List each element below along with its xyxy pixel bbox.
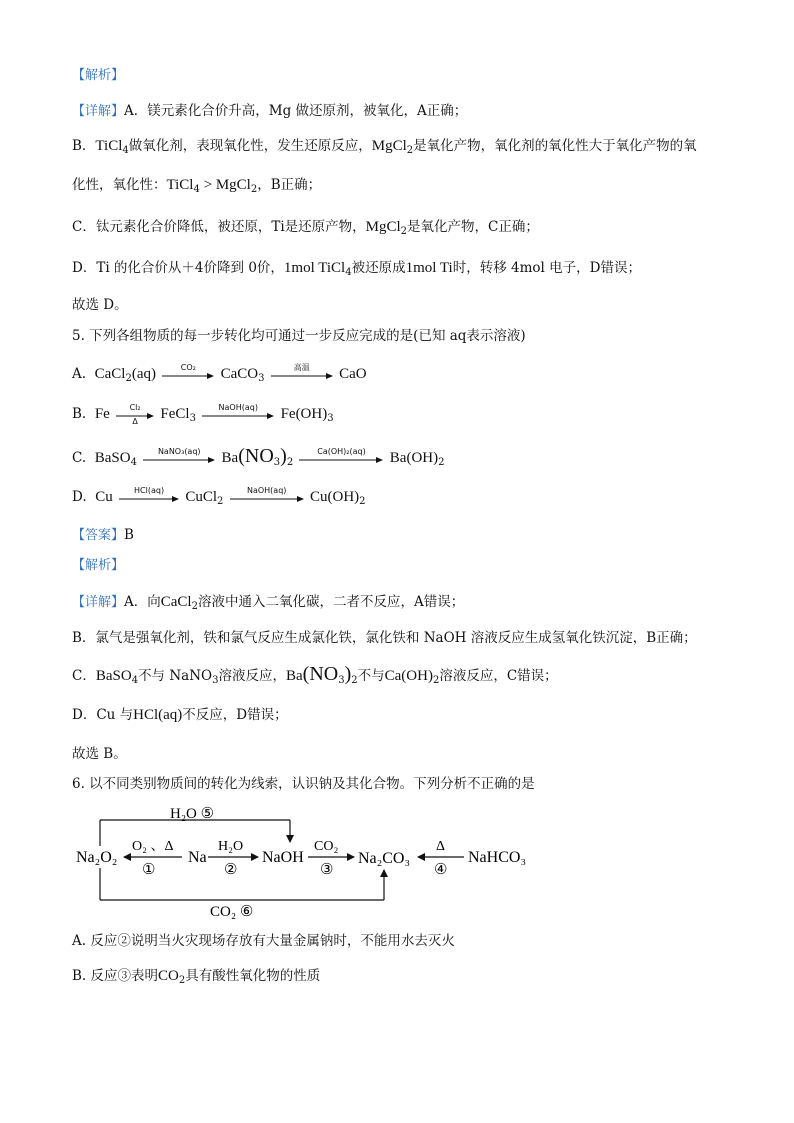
detail-line-b	[72, 136, 697, 156]
formula: Ca	[384, 668, 402, 684]
species-na2co3: Na₂CO₃	[358, 850, 411, 867]
arrow-label: NaOH(aq)	[218, 402, 258, 412]
text: 时，转移 4mol 电子，D错误；	[452, 260, 641, 276]
subscript: 2	[400, 226, 408, 237]
subscript: 2	[406, 145, 414, 156]
arrow-label: Cl₂	[129, 402, 141, 412]
text: 溶液中通入二氧化碳，二者不反应，A错误；	[197, 594, 465, 610]
detail2-line-d	[72, 705, 288, 725]
formula: CO	[158, 968, 179, 984]
text: 不与	[357, 668, 385, 684]
formula: FeCl	[160, 406, 190, 422]
formula: Fe	[94, 406, 110, 422]
reaction-3-num: ③	[320, 862, 334, 878]
formula: Cu	[95, 489, 113, 505]
reaction-2-num: ②	[224, 862, 238, 878]
subscript: 2	[250, 184, 258, 195]
text: 是氧化产物，C正确；	[407, 219, 539, 235]
subscript: 2	[359, 496, 366, 507]
subscript: 3	[338, 675, 345, 686]
text: 溶液反应，	[218, 668, 286, 684]
text: ，B正确；	[257, 177, 322, 193]
text: D．Cu 与	[72, 707, 134, 723]
text: 不与 NaNO	[138, 668, 213, 684]
subscript: 3	[273, 457, 281, 468]
reaction-arrow	[230, 485, 304, 508]
formula: Ba	[285, 668, 303, 684]
detail-line-d	[72, 258, 641, 278]
formula: TiCl	[166, 177, 194, 193]
text: 具有酸性氧化物的性质	[185, 968, 321, 984]
option-label: D.	[72, 489, 87, 505]
answer-line	[72, 525, 134, 546]
text: 做氧化剂，表现氧化性，发生还原反应，	[128, 138, 372, 154]
text: 不反应，D错误；	[182, 707, 288, 723]
text: 被还原成	[351, 260, 406, 276]
reaction-arrow	[271, 362, 333, 385]
question-6-option-b	[72, 966, 320, 986]
option-a	[72, 364, 367, 385]
formula: (NO	[238, 445, 274, 467]
subscript: 2	[351, 675, 358, 686]
answer-tag: 【答案】	[72, 528, 125, 543]
formula: CaCl	[94, 366, 126, 382]
reaction-1-cond: O₂ 、Δ	[132, 839, 174, 854]
arrow-label: NaNO₃(aq)	[157, 446, 201, 456]
arrow-label: NaOH(aq)	[246, 485, 287, 495]
text: D．Ti 的化合价从＋4价降到 0价，	[72, 260, 284, 276]
formula: MgCl	[371, 138, 407, 154]
detail-tag: 【详解】	[72, 104, 125, 119]
text: 是氧化产物，氧化剂的氧化性大于氧化产物的氧	[413, 138, 697, 154]
reaction-arrow	[143, 446, 215, 469]
option-d	[72, 487, 366, 508]
reaction-arrow	[116, 402, 154, 426]
reaction-arrow	[119, 485, 179, 508]
formula: CuCl	[185, 489, 218, 505]
formula: > MgCl	[199, 177, 251, 193]
formula: (aq)	[131, 366, 157, 382]
detail-line-a	[72, 101, 467, 122]
subscript: 2	[217, 496, 224, 507]
reaction-arrow	[162, 362, 214, 385]
analysis-heading: 【解析】	[72, 68, 125, 83]
subscript: 4	[345, 267, 352, 278]
reaction-6-label: CO₂ ⑥	[210, 904, 254, 920]
subscript: 3	[212, 675, 219, 686]
formula: CaCl	[160, 594, 192, 610]
conclusion-b: 故选 B。	[72, 746, 127, 762]
reaction-5-label: H₂O ⑤	[170, 806, 215, 822]
formula: (NO	[302, 663, 339, 685]
formula: Ba(OH)	[389, 450, 439, 466]
question-5: 5. 下列各组物质的每一步转化均可通过一步反应完成的是(已知 aq表示溶液)	[72, 328, 526, 344]
detail2-line-a	[72, 592, 464, 613]
text: C．钛元素化合价降低，被还原，Ti是还原产物，	[72, 219, 366, 235]
formula: BaSO	[95, 668, 132, 684]
arrow-label: HCl(aq)	[134, 485, 165, 495]
text: A．向	[124, 594, 161, 610]
species-na: Na	[188, 849, 207, 866]
answer-value: B	[124, 527, 134, 543]
analysis-heading-2: 【解析】	[72, 558, 125, 573]
text: C．	[72, 668, 96, 684]
sodium-conversion-diagram	[72, 802, 552, 922]
arrow-label: Ca(OH)₂(aq)	[317, 446, 366, 456]
species-na2o2: Na₂O₂	[76, 849, 118, 866]
reaction-arrow	[202, 402, 274, 425]
text: B. 反应③表明	[72, 968, 159, 984]
formula: )	[344, 663, 352, 685]
conclusion-d: 故选 D。	[72, 297, 128, 313]
question-6-option-a: A. 反应②说明当火灾现场存放有大量金属钠时，不能用水去灭火	[72, 933, 455, 949]
option-c	[72, 446, 444, 469]
option-label: B.	[72, 406, 87, 422]
species-naoh: NaOH	[262, 849, 304, 866]
detail-line-c	[72, 217, 539, 237]
subscript: 4	[193, 184, 200, 195]
question-6: 6. 以不同类别物质间的转化为线索，认识钠及其化合物。下列分析不正确的是	[72, 776, 535, 792]
formula: CaCO	[220, 366, 259, 382]
reaction-2-cond: H₂O	[218, 839, 244, 854]
text: 化性，氧化性：	[72, 177, 167, 193]
formula: MgCl	[365, 219, 401, 235]
option-label: A.	[72, 366, 87, 382]
subscript: 4	[130, 457, 137, 468]
formula: 1mol TiCl	[283, 260, 346, 276]
subscript: 2	[432, 675, 440, 686]
detail2-line-b: B．氯气是强氧化剂，铁和氯气反应生成氯化铁，氯化铁和 NaOH 溶液反应生成氢氧化铁沉淀，B正确；	[72, 630, 697, 646]
arrow-label: 高温	[293, 362, 310, 372]
formula: BaSO	[94, 450, 131, 466]
subscript: 4	[131, 675, 139, 686]
subscript: 2	[191, 601, 198, 612]
subscript: 2	[125, 373, 132, 384]
reaction-3-cond: CO₂	[314, 839, 339, 854]
subscript: 2	[438, 457, 445, 468]
subscript: 3	[189, 413, 196, 424]
formula: CaO	[339, 366, 367, 382]
reaction-4-cond: Δ	[436, 839, 446, 854]
subscript: 2	[286, 457, 294, 468]
arrow-condition: Δ	[132, 416, 138, 426]
formula: HCl(aq)	[133, 707, 183, 723]
formula: Fe(OH)	[280, 406, 328, 422]
option-b	[72, 404, 334, 425]
text: A．镁元素化合价升高，Mg 做还原剂，被氧化，A正确；	[124, 103, 468, 119]
text: B．	[72, 138, 96, 154]
detail2-line-c	[72, 664, 558, 686]
reaction-arrow	[299, 446, 383, 469]
subscript: 4	[122, 145, 129, 156]
text: 溶液反应，C错误；	[439, 668, 558, 684]
detail-tag: 【详解】	[72, 595, 125, 610]
formula: (OH)	[401, 668, 433, 684]
species-nahco3: NaHCO₃	[468, 849, 527, 866]
reaction-4-num: ④	[434, 862, 448, 878]
formula: 1mol Ti	[405, 260, 453, 276]
reaction-1-num: ①	[142, 862, 156, 878]
subscript: 3	[258, 373, 265, 384]
subscript: 2	[178, 975, 186, 986]
detail-line-b2	[72, 175, 321, 195]
formula: Cu(OH)	[310, 489, 360, 505]
arrow-label: CO₂	[180, 362, 196, 372]
option-label: C.	[72, 450, 87, 466]
formula: )	[280, 445, 287, 467]
subscript: 3	[327, 413, 334, 424]
formula: TiCl	[95, 138, 123, 154]
formula: Ba	[221, 450, 239, 466]
